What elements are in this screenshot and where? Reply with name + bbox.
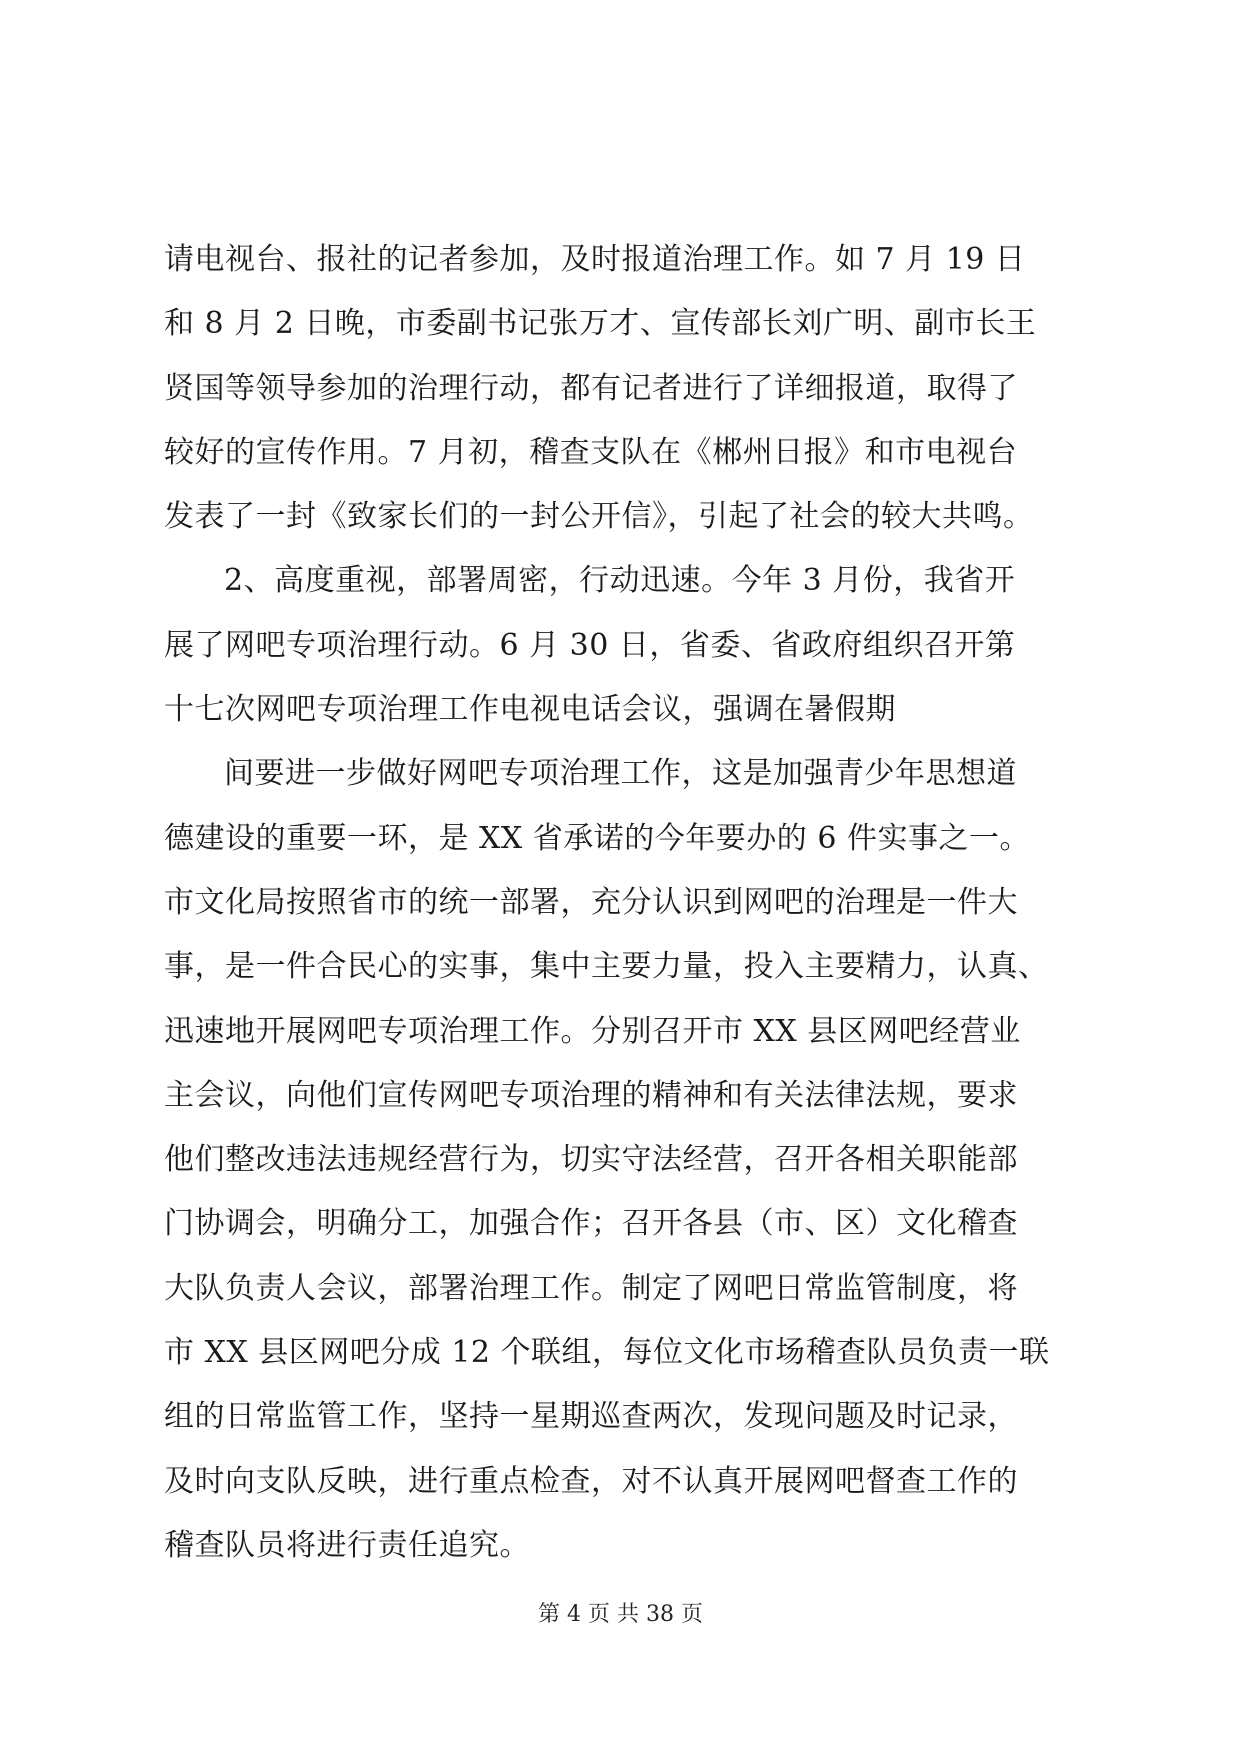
page-number-footer: 第 4 页 共 38 页	[538, 1602, 703, 1627]
text-line: 他们整改违法违规经营行为，切实守法经营，召开各相关职能部	[164, 1142, 1018, 1178]
text-line: 发表了一封《致家长们的一封公开信》，引起了社会的较大共鸣。	[164, 499, 1034, 535]
text-line: 市 XX 县区网吧分成 12 个联组，每位文化市场稽查队员负责一联	[164, 1335, 1050, 1371]
text-line: 事，是一件合民心的实事，集中主要力量，投入主要精力，认真、	[164, 949, 1049, 985]
text-line: 和 8 月 2 日晚，市委副书记张万才、宣传部长刘广明、副市长王	[164, 306, 1037, 342]
text-line: 组的日常监管工作，坚持一星期巡查两次，发现问题及时记录，	[164, 1399, 1018, 1435]
text-line: 大队负责人会议，部署治理工作。制定了网吧日常监管制度，将	[164, 1270, 1018, 1306]
text-line: 请电视台、报社的记者参加，及时报道治理工作。如 7 月 19 日	[164, 242, 1026, 277]
text-line: 稽查队员将进行责任追究。	[164, 1527, 530, 1563]
text-line: 门协调会，明确分工，加强合作；召开各县（市、区）文化稽查	[164, 1206, 1018, 1242]
text-line: 2、高度重视，部署周密，行动迅速。今年 3 月份，我省开	[224, 563, 1016, 599]
text-line: 较好的宣传作用。7 月初，稽查支队在《郴州日报》和市电视台	[164, 434, 1018, 470]
text-line: 十七次网吧专项治理工作电视电话会议，强调在暑假期	[164, 692, 896, 728]
text-line: 及时向支队反映，进行重点检查，对不认真开展网吧督查工作的	[164, 1463, 1018, 1499]
text-line: 间要进一步做好网吧专项治理工作，这是加强青少年思想道	[224, 756, 1017, 792]
document-body	[164, 228, 1084, 1578]
text-line: 主会议，向他们宣传网吧专项治理的精神和有关法律法规，要求	[164, 1077, 1018, 1113]
text-line: 德建设的重要一环，是 XX 省承诺的今年要办的 6 件实事之一。	[164, 820, 1030, 856]
text-line: 市文化局按照省市的统一部署，充分认识到网吧的治理是一件大	[164, 884, 1018, 920]
text-line: 迅速地开展网吧专项治理工作。分别召开市 XX 县区网吧经营业	[164, 1013, 1021, 1049]
text-line: 展了网吧专项治理行动。6 月 30 日，省委、省政府组织召开第	[164, 627, 1016, 663]
text-line: 贤国等领导参加的治理行动，都有记者进行了详细报道，取得了	[164, 370, 1018, 406]
